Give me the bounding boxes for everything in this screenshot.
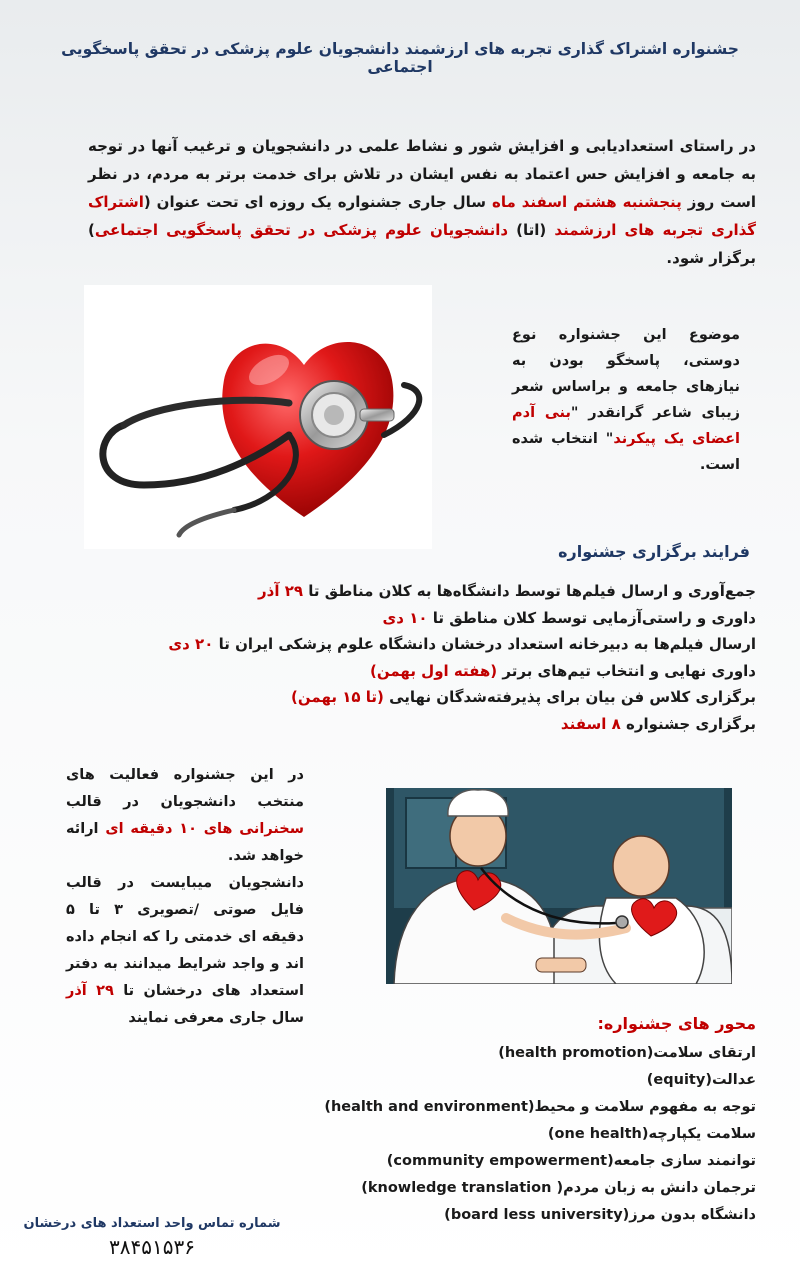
contact-label: شماره تماس واحد استعداد های درخشان [23, 1216, 281, 1231]
details-text-1: در این جشنواره فعالیت های منتخب دانشجویان در قالب [66, 767, 304, 810]
details-deadline: ۲۹ آذر [66, 983, 114, 999]
process-item [120, 684, 756, 711]
details-text-2: ارائه خواهد شد. [66, 821, 304, 864]
axis-item: سلامت یکپارچه(one health) [547, 1126, 756, 1142]
contact-block [10, 1216, 294, 1259]
axis-item: ارتقای سلامت(health promotion) [498, 1045, 756, 1061]
axis-item: توانمند سازی جامعه(community empowerment) [386, 1153, 756, 1169]
topic-text-2: " انتخاب شده است. [512, 431, 740, 473]
process-item-text: برگزاری جشنواره [620, 714, 756, 733]
process-item-text: داوری و راستی‌آزمایی توسط کلان مناطق تا [427, 608, 756, 627]
axes-heading: محور های جشنواره: [597, 1014, 756, 1033]
process-item-text: ارسال فیلم‌ها به دبیرخانه استعداد درخشان دانشگاه علوم پزشکی ایران تا [213, 635, 756, 653]
process-item [120, 711, 756, 738]
heart-stethoscope-icon [84, 285, 432, 549]
axis-item: توجه به مفهوم سلامت و محیط(health and environment) [324, 1099, 756, 1115]
process-item-text: جمع‌آوری و ارسال فیلم‌ها توسط دانشگاه‌ها به کلان مناطق تا [303, 582, 756, 600]
contact-phone-number: ۳۸۴۵۱۵۳۶ [109, 1235, 195, 1259]
details-paragraph [66, 762, 304, 1032]
details-text-4: سال جاری معرفی نمایند [128, 1010, 304, 1026]
details-format: سخنرانی های ۱۰ دقیقه ای [105, 821, 304, 837]
process-list [120, 578, 756, 737]
process-item-date: ۱۰ دی [382, 608, 428, 627]
intro-festival-name: اشتراک گذاری تجربه های ارزشمند [88, 193, 756, 239]
process-item-date: (تا ۱۵ بهمن) [291, 688, 384, 706]
intro-text-1: در راستای استعدادیابی و افزایش شور و نشاط علمی در دانشجویان و ترغیب آنها در توجه به جامعه و افزایش حس اعتماد به نفس ایشان در تلاش برای خدمت برتر به مردم، در نظر است روز [88, 137, 757, 211]
intro-text-2: سال جاری جشنواره یک روزه ای تحت عنوان ( [143, 193, 492, 211]
details-text-3: دانشجویان میبایست در قالب فایل صوتی /تصویری ۳ تا ۵ دقیقه ای خدمتی را که انجام داده اند و واجد شرایط میدانند به دفتر استعداد های درخشان تا [66, 875, 305, 999]
axis-item: دانشگاه بدون مرز(board less university) [444, 1207, 756, 1223]
process-item-date: ۲۰ دی [168, 635, 214, 653]
axis-item: عدالت(equity) [646, 1072, 756, 1088]
doctor-patient-icon [386, 788, 732, 984]
topic-text-1: موضوع این جشنواره نوع دوستی، پاسخگو بودن به نیازهای جامعه و براساس شعر زیبای شاعر گرانقدر " [512, 327, 740, 421]
topic-paragraph [512, 322, 740, 478]
intro-festival-name-2: دانشجویان علوم پزشکی در تحقق پاسخگویی اجتماعی [94, 221, 509, 239]
topic-poem: بنی آدم اعضای یک پیکرند [512, 405, 740, 447]
intro-text-4: ) برگزار شود. [88, 221, 756, 267]
doctor-heart-cartoon-image [386, 788, 732, 984]
heart-stethoscope-image [84, 285, 432, 549]
process-item-text: داوری نهایی و انتخاب تیم‌های برتر [497, 661, 756, 680]
process-item [120, 578, 756, 605]
process-item [120, 658, 756, 685]
page-title: جشنواره اشتراک گذاری تجربه های ارزشمند دانشجویان علوم پزشکی در تحقق پاسخگویی اجتماعی [61, 40, 739, 76]
intro-date: پنجشنبه هشتم اسفند ماه [491, 193, 682, 211]
intro-paragraph [88, 132, 756, 272]
process-item [120, 631, 756, 658]
intro-text-3: (اتا) [508, 221, 555, 239]
process-item-date: (هفته اول بهمن) [370, 661, 498, 680]
process-item [120, 605, 756, 632]
process-heading: فرایند برگزاری جشنواره [558, 542, 750, 561]
process-item-date: ۲۹ آذر [258, 582, 304, 600]
axes-list [250, 1040, 756, 1229]
process-item-date: ۸ اسفند [560, 714, 621, 733]
process-item-text: برگزاری کلاس فن بیان برای پذیرفته‌شدگان نهایی [383, 688, 756, 706]
axis-item: ترجمان دانش به زبان مردم( knowledge translation) [361, 1180, 756, 1196]
